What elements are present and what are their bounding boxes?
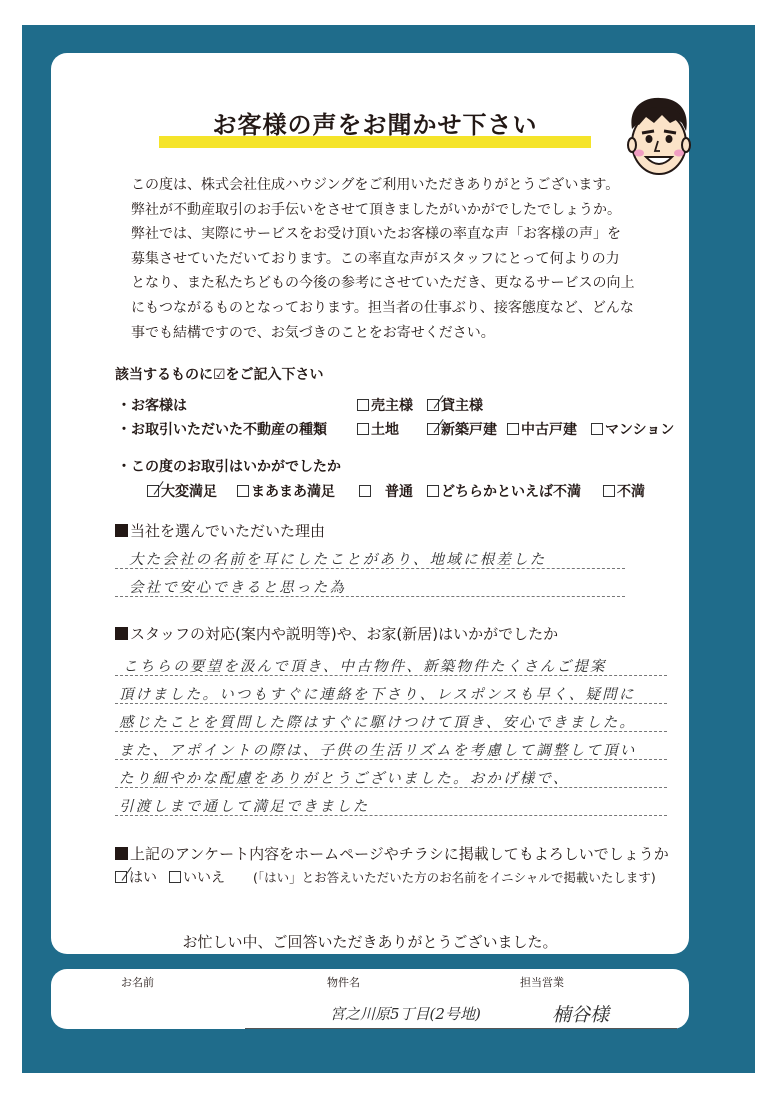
intro-line: にもつながるものとなっております。担当者の仕事ぶり、接客態度など、どんな (131, 299, 634, 316)
option-new-house[interactable]: 新築戸建 (427, 419, 497, 439)
survey-panel (51, 53, 689, 954)
section-reason-heading: 当社を選んでいただいた理由 (115, 520, 325, 541)
intro-text (131, 173, 671, 345)
option-somewhat-satisfied[interactable]: まあまあ満足 (237, 481, 335, 501)
property-label: 物件名 (327, 976, 360, 989)
option-consent-yes[interactable]: はい (115, 867, 157, 887)
staff-answer-line: こちらの要望を汲んで頂き、中古物件、新築物件たくさんご提案 (123, 659, 607, 675)
checkbox-checked[interactable] (427, 423, 439, 435)
checkbox[interactable] (357, 399, 369, 411)
square-bullet-icon (115, 524, 128, 537)
checkbox-checked[interactable] (147, 485, 159, 497)
option-neutral[interactable]: 普通 (359, 481, 413, 501)
checkbox[interactable] (357, 423, 369, 435)
checkbox[interactable] (427, 485, 439, 497)
option-consent-no[interactable]: いいえ (169, 867, 225, 887)
checkbox[interactable] (237, 485, 249, 497)
option-lessor[interactable]: 貸主様 (427, 395, 483, 415)
option-somewhat-dissatisfied[interactable]: どちらかといえば不満 (427, 481, 581, 501)
option-very-satisfied[interactable]: 大変満足 (147, 481, 217, 501)
staff-answer-line: 引渡しまで通して満足できました (119, 799, 370, 815)
intro-line: 事でも結構ですので、お気づきのことをお寄せください。 (131, 324, 495, 341)
intro-line: 弊社が不動産取引のお手伝いをさせて頂きましたがいかがでしたでしょうか。 (131, 201, 621, 218)
staff-answer-line: 感じたことを質問した際はすぐに駆けつけて頂き、安心できました。 (119, 715, 637, 731)
staff-label: 担当営業 (520, 976, 564, 989)
option-seller[interactable]: 売主様 (357, 395, 413, 415)
consent-options (115, 867, 656, 887)
page-title: お客様の声をお聞かせ下さい (212, 111, 538, 139)
checkbox[interactable] (359, 485, 371, 497)
footer-underline (245, 1028, 677, 1029)
checkbox-checked[interactable] (427, 399, 439, 411)
option-dissatisfied[interactable]: 不満 (603, 481, 645, 501)
reason-answer-line: 会社で安心できると思った為 (129, 580, 347, 596)
checkbox-checked[interactable] (115, 871, 127, 883)
staff-answer-line: たり細やかな配慮をありがとうございました。おかげ様で、 (119, 771, 570, 787)
checkbox[interactable] (603, 485, 615, 497)
customer-name-value: 楠谷様 (552, 1004, 610, 1026)
property-value: 宮之川原5丁目(2号地) (330, 1005, 481, 1023)
question-customer-type: ・お客様は (117, 398, 187, 414)
section-consent-heading: 上記のアンケート内容をホームページやチラシに掲載してもよろしいでしょうか (115, 843, 669, 864)
consent-note: (「はい」とお答えいただいた方のお名前をイニシャルで掲載いたします) (253, 870, 656, 885)
thanks-message: お忙しい中、ご回答いただきありがとうございました。 (182, 933, 558, 951)
staff-answer-line: また、アポイントの際は、子供の生活リズムを考慮して調整して頂い (119, 743, 637, 759)
name-label: お名前 (121, 976, 154, 989)
intro-line: となり、また私たちどもの今後の参考にさせていただき、更なるサービスの向上 (131, 275, 635, 292)
staff-answer-line: 頂けました。いつもすぐに連絡を下さり、レスポンスも早く、疑問に (119, 687, 636, 703)
square-bullet-icon (115, 627, 128, 640)
checkbox[interactable] (591, 423, 603, 435)
check-instruction: 該当するものに☑をご記入下さい (115, 367, 324, 383)
option-mansion[interactable]: マンション (591, 419, 674, 439)
title-block (159, 105, 591, 140)
option-used-house[interactable]: 中古戸建 (507, 419, 577, 439)
mascot-face-icon (622, 93, 696, 179)
reason-answer-line: 大た会社の名前を耳にしたことがあり、地域に根差した (129, 552, 547, 568)
intro-line: 弊社では、実際にサービスをお受け頂いたお客様の率直な声「お客様の声」を (131, 226, 621, 243)
square-bullet-icon (115, 847, 128, 860)
intro-line: この度は、株式会社住成ハウジングをご利用いただきありがとうございます。 (131, 177, 620, 193)
checkbox[interactable] (169, 871, 181, 883)
option-land[interactable]: 土地 (357, 419, 399, 439)
section-staff-heading: スタッフの対応(案内や説明等)や、お家(新居)はいかがでしたか (115, 623, 558, 644)
intro-line: 募集させていただいております。この率直な声がスタッフにとって何よりの力 (131, 250, 620, 267)
question-property-type: ・お取引いただいた不動産の種類 (117, 422, 327, 438)
checkbox[interactable] (507, 423, 519, 435)
question-satisfaction: ・この度のお取引はいかがでしたか (117, 459, 341, 475)
